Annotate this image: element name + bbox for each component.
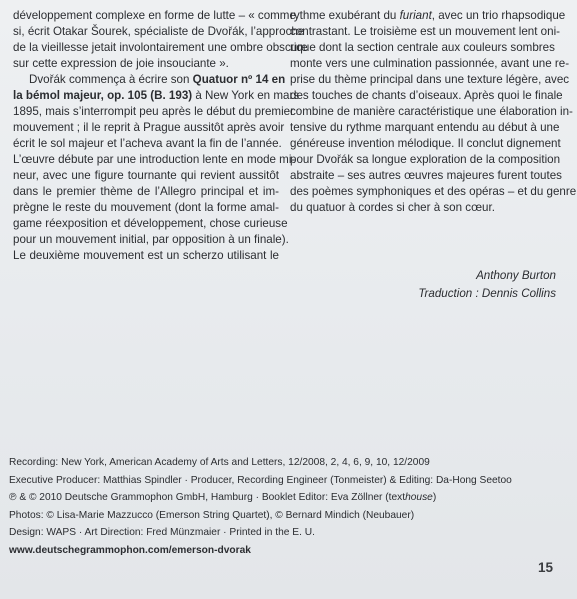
text-line: de la vieillesse jetait involontairement une ombre obscure [13,41,308,54]
text-line: des touches de chants d’oiseaux. Après quoi le finale [290,89,563,102]
text-line: pour Dvořák sa longue exploration de la composition [290,153,561,166]
translator-credit: Traduction : Dennis Collins [418,287,556,300]
text-line: pour un mouvement initial, par opposition à un finale). [13,233,289,246]
work-title: la bémol majeur, op. 105 (B. 193) [13,89,193,102]
text-line: combine de manière caractéristique une élaboration in- [290,105,573,118]
author-signature: Anthony Burton [476,269,556,282]
text-line: neur, avec une figure tournante qui revient aussitôt [13,169,279,182]
text-line [13,88,300,104]
text-line: L’œuvre débute par une introduction lente en mode mi- [13,153,296,166]
italic-term: house [405,492,433,504]
producer-credit: Executive Producer: Matthias Spindler · Producer, Recording Engineer (Tonmeister) & Editing: Da-Hong Seetoo [9,474,512,486]
text-line: monte vers une culmination passionnée, avant une re- [290,57,570,70]
page-number: 15 [538,560,554,575]
text-line [13,72,286,88]
text-line [290,8,566,24]
text-span: ) [432,492,437,504]
text-line: des poèmes symphoniques et des opéras – et du genre [290,185,577,198]
text-line: du quatuor à cordes si cher à son cœur. [290,201,495,214]
website-link[interactable]: www.deutschegrammophon.com/emerson-dvorak [9,544,251,556]
photo-credit: Photos: © Lisa-Marie Mazzucco (Emerson String Quartet), © Bernard Mindich (Neubauer) [9,509,415,521]
text-line: si, écrit Otakar Šourek, spécialiste de Dvořák, l’approche [13,25,305,38]
copyright-credit [9,489,529,507]
text-line: game réexposition et développement, chose curieuse [13,217,288,230]
text-line: dans le premier thème de l’Allegro principal et im- [13,185,279,198]
text-span: ℗ & © 2010 Deutsche Grammophon GmbH, Hamburg · Booklet Editor: Eva Zöllner (text [9,492,406,504]
text-line: prise du thème principal dans une texture légère, avec [290,73,570,86]
left-text-column [13,8,308,264]
text-line: 1895, mais s’interrompit peu après le début du premier [13,105,294,118]
text-line: sur cette expression de joie insouciante ». [13,57,229,70]
text-line: prègne le reste du mouvement (dont la forme amal- [13,201,279,214]
text-line: rique dont la section centrale aux couleurs sombres [290,41,555,54]
text-span: , avec un trio rhapsodique [431,9,566,22]
text-line: contrastant. Le troisième est un mouvement lent oni- [290,25,561,38]
text-line: abstraite – ses autres œuvres majeures furent toutes [290,169,562,182]
text-line: écrit le sol majeur et l’acheva avant la fin de l’année. [13,137,282,150]
design-credit: Design: WAPS · Art Direction: Fred Münzmaier · Printed in the E. U. [9,527,315,539]
work-title: Quatuor nº 14 en [192,73,286,86]
text-line: mouvement ; il le reprit à Prague aussitôt après avoir [13,121,285,134]
right-text-column [290,8,577,216]
italic-term: furiant [399,9,432,22]
text-line: développement complexe en forme de lutte – « comme [13,9,296,22]
text-line: tensive du rythme marquant entendu au début à une [290,121,560,134]
text-line: Le deuxième mouvement est un scherzo utilisant le [13,249,279,262]
production-credits [9,454,529,560]
text-line: généreuse invention mélodique. Il conclut dignement [290,137,561,150]
text-span: à New York en mars [192,89,300,102]
text-span: rythme exubérant du [290,9,400,22]
recording-credit: Recording: New York, American Academy of Arts and Letters, 12/2008, 2, 4, 6, 9, 10, 12/2009 [9,457,430,468]
text-span: Dvořák commença à écrire son [29,73,193,86]
